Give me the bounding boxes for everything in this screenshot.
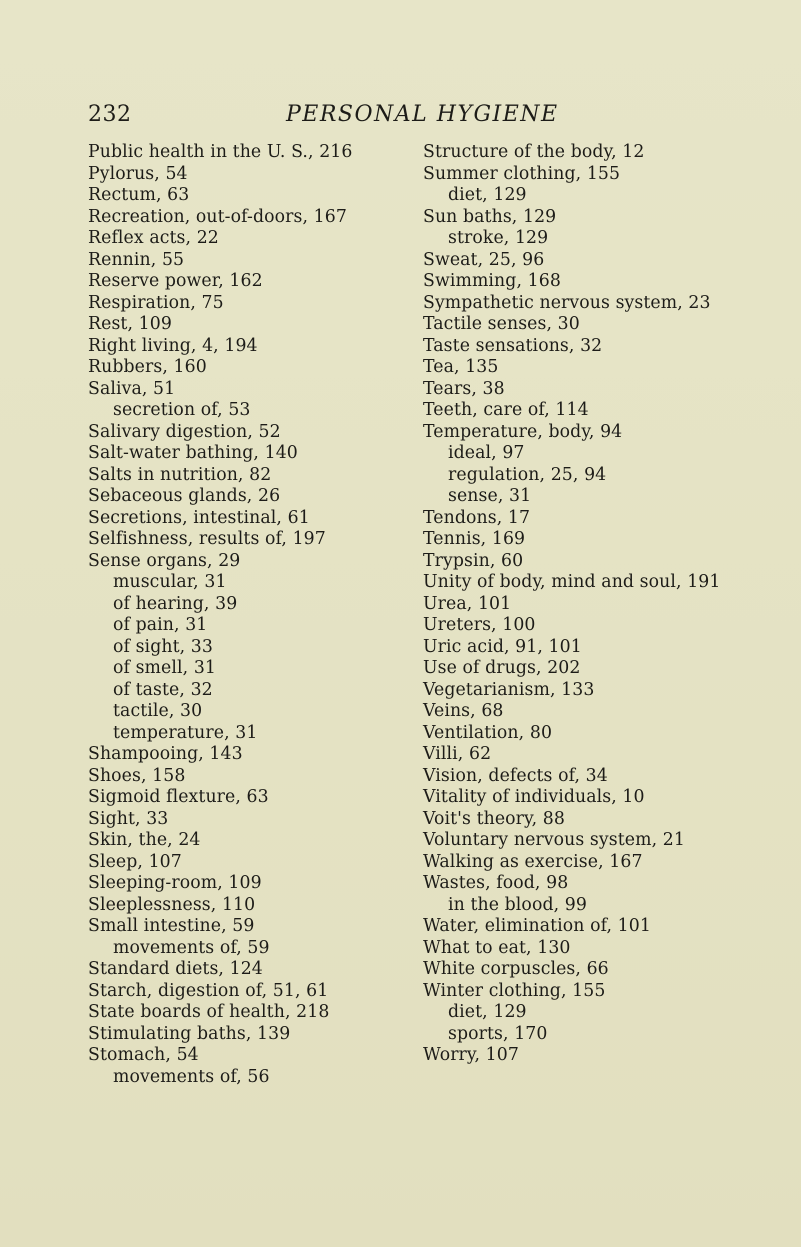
index-entry: Sleeping-room, 109: [88, 873, 262, 893]
index-entry: Salivary digestion, 52: [88, 421, 281, 442]
page-number: 232: [88, 102, 132, 127]
index-entry: Sleeplessness, 110: [88, 894, 256, 915]
index-entry: Reserve power, 162: [88, 271, 263, 291]
running-head: PERSONAL HYGIENE: [286, 102, 559, 127]
index-entry: Salt-water bathing, 140: [88, 443, 298, 463]
index-subentry: sense, 31: [448, 486, 532, 506]
index-entry: Standard diets, 124: [88, 959, 263, 979]
index-entry: Rectum, 63: [88, 185, 190, 205]
index-entry: Tears, 38: [423, 378, 505, 399]
index-entry: What to eat, 130: [423, 937, 571, 958]
index-entry: Use of drugs, 202: [423, 658, 581, 678]
index-subentry: muscular, 31: [113, 572, 227, 592]
index-entry: Rennin, 55: [88, 249, 185, 270]
index-subentry: of pain, 31: [113, 615, 208, 635]
index-entry: Voluntary nervous system, 21: [423, 830, 685, 850]
page-header: [88, 102, 559, 132]
index-subentry: regulation, 25, 94: [448, 464, 607, 485]
index-entry: Voit's theory, 88: [423, 808, 565, 829]
index-subentry: in the blood, 99: [448, 894, 587, 915]
index-subentry: tactile, 30: [113, 701, 203, 721]
index-subentry: stroke, 129: [448, 228, 549, 248]
index-entry: Urea, 101: [423, 593, 512, 614]
index-entry: Wastes, food, 98: [423, 873, 569, 893]
index-entry: Worry, 107: [423, 1045, 519, 1065]
index-entry: Stimulating baths, 139: [88, 1023, 291, 1044]
index-entry: White corpuscles, 66: [423, 959, 609, 979]
index-entry: Tea, 135: [423, 357, 499, 377]
index-entry: Salts in nutrition, 82: [88, 464, 272, 485]
index-subentry: ideal, 97: [448, 443, 525, 463]
index-entry: Structure of the body, 12: [423, 142, 645, 162]
index-entry: Small intestine, 59: [88, 916, 255, 936]
index-subentry: of taste, 32: [113, 679, 213, 700]
index-entry: Summer clothing, 155: [423, 163, 621, 184]
index-entry: Tennis, 169: [423, 529, 526, 549]
index-entry: Sun baths, 129: [423, 206, 557, 227]
index-entry: Tactile senses, 30: [423, 314, 580, 334]
index-entry: Sense organs, 29: [88, 550, 241, 571]
index-entry: Shoes, 158: [88, 765, 186, 786]
index-subentry: movements of, 59: [113, 937, 270, 958]
index-entry: Starch, digestion of, 51, 61: [88, 980, 329, 1001]
index-entry: Selfishness, results of, 197: [88, 529, 326, 549]
index-entry: State boards of health, 218: [88, 1002, 330, 1022]
index-entry: Public health in the U. S., 216: [88, 142, 353, 162]
index-entry: Sigmoid flexture, 63: [88, 787, 269, 807]
index-entry: Taste sensations, 32: [423, 335, 603, 356]
index-entry: Uric acid, 91, 101: [423, 636, 582, 657]
index-subentry: diet, 129: [448, 1002, 527, 1022]
index-entry: Villi, 62: [423, 744, 492, 764]
index-entry: Winter clothing, 155: [423, 980, 606, 1001]
index-entry: Recreation, out-of-doors, 167: [88, 206, 347, 227]
index-entry: Trypsin, 60: [423, 550, 524, 571]
index-entry: Rubbers, 160: [88, 357, 207, 377]
index-entry: Shampooing, 143: [88, 744, 243, 764]
index-entry: Veins, 68: [423, 701, 504, 721]
index-entry: Respiration, 75: [88, 292, 224, 313]
index-entry: Unity of body, mind and soul, 191: [423, 572, 721, 592]
index-entry: Rest, 109: [88, 314, 172, 334]
index-entry: Vision, defects of, 34: [423, 765, 608, 786]
index-entry: Sleep, 107: [88, 851, 182, 872]
index-entry: Sweat, 25, 96: [423, 249, 545, 270]
index-subentry: temperature, 31: [113, 722, 258, 743]
index-entry: Sight, 33: [88, 808, 169, 829]
index-entry: Reflex acts, 22: [88, 228, 219, 248]
index-entry: Walking as exercise, 167: [423, 851, 643, 872]
index-entry: Water, elimination of, 101: [423, 916, 651, 936]
index-entry: Vegetarianism, 133: [423, 679, 595, 700]
index-column-right: [423, 142, 798, 1067]
index-entry: Temperature, body, 94: [423, 421, 623, 442]
index-entry: Saliva, 51: [88, 378, 176, 399]
index-entry: Sebaceous glands, 26: [88, 486, 281, 506]
index-subentry: secretion of, 53: [113, 400, 251, 420]
index-column-left: [88, 142, 418, 1088]
index-entry: Teeth, care of, 114: [423, 400, 589, 420]
index-entry: Stomach, 54: [88, 1045, 199, 1065]
index-subentry: of sight, 33: [113, 636, 214, 657]
index-entry: Swimming, 168: [423, 271, 561, 291]
index-entry: Sympathetic nervous system, 23: [423, 292, 711, 313]
index-entry: Ventilation, 80: [423, 722, 553, 743]
index-entry: Tendons, 17: [423, 507, 531, 528]
index-subentry: of smell, 31: [113, 658, 217, 678]
index-entry: Skin, the, 24: [88, 830, 201, 850]
index-entry: Pylorus, 54: [88, 163, 188, 184]
index-subentry: movements of, 56: [113, 1066, 270, 1087]
index-subentry: of hearing, 39: [113, 593, 238, 614]
index-subentry: diet, 129: [448, 185, 527, 205]
index-entry: Ureters, 100: [423, 615, 536, 635]
index-entry: Secretions, intestinal, 61: [88, 507, 310, 528]
index-subentry: sports, 170: [448, 1023, 548, 1044]
index-entry: Vitality of individuals, 10: [423, 787, 645, 807]
index-entry: Right living, 4, 194: [88, 335, 258, 356]
